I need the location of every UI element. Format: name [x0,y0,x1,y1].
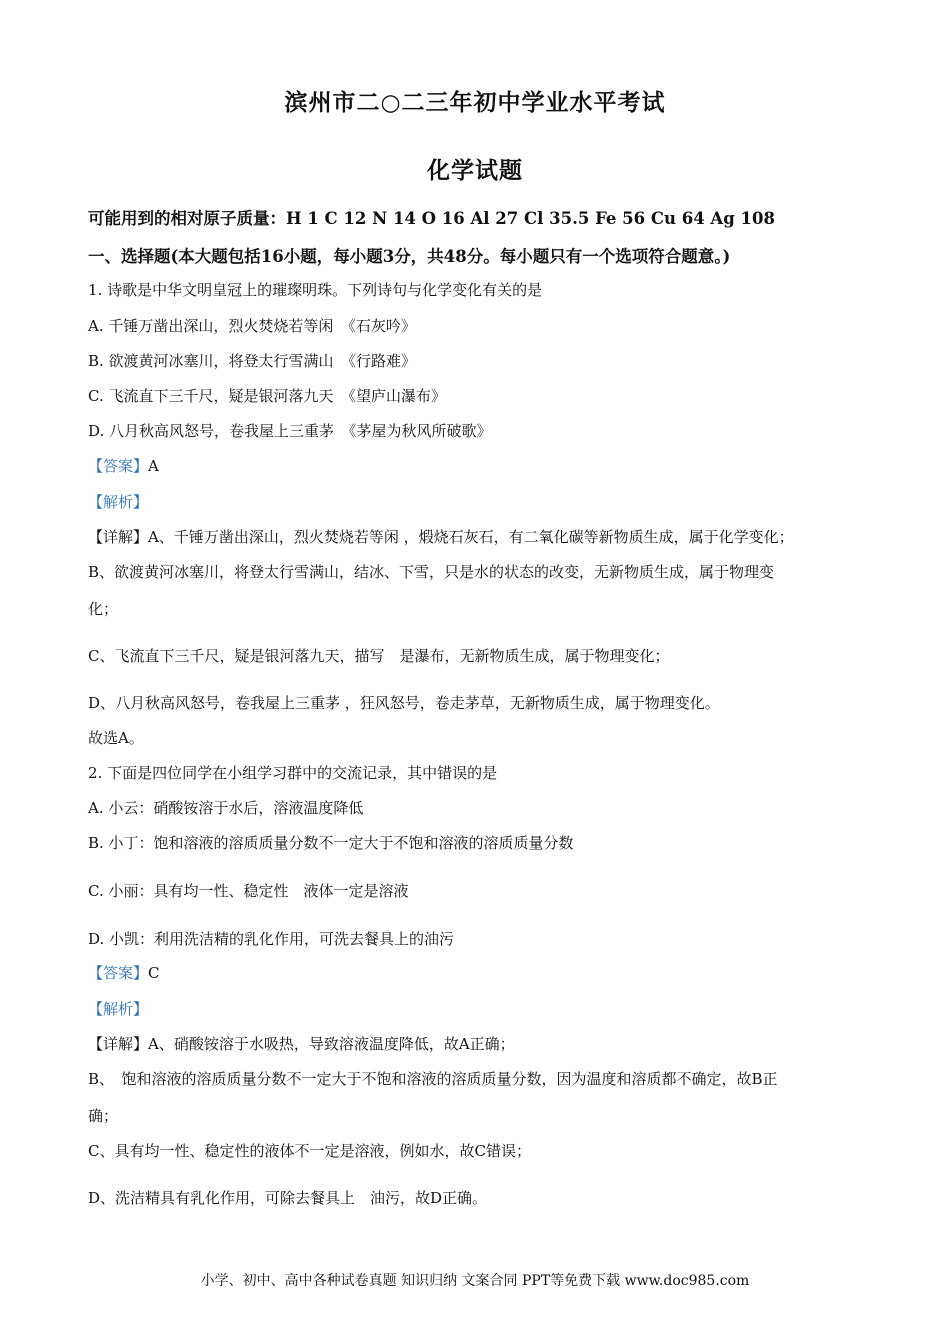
page-footer: 小学、初中、高中各种试卷真题 知识归纳 文案合同 PPT等免费下载 www.doc985.com [200,1273,750,1289]
question-1-detail [88,526,794,547]
question-2-answer [88,962,160,983]
detail-tag: 【详解】 [88,1035,149,1053]
question-2-option-b: B. 小丁：饱和溶液的溶质质量分数不一定大于不饱和溶液的溶质质量分数 [88,834,574,852]
analysis-tag: 【解析】 [88,1000,149,1018]
answer-tag: 【答案】 [88,457,149,475]
question-2-detail-line: D、洗洁精具有乳化作用，可除去餐具上 油污，故D正确。 [88,1189,488,1207]
question-1-option-d: D. 八月秋高风怒号，卷我屋上三重茅 《茅屋为秋风所破歌》 [88,422,492,440]
question-1-detail-line: B、欲渡黄河冰塞川，将登太行雪满山，结冰、下雪，只是水的状态的改变，无新物质生成，属于物理变 [88,563,775,581]
detail-text: A、千锤万凿出深山，烈火焚烧若等闲 ，煅烧石灰石，有二氧化碳等新物质生成，属于化学变化； [148,528,794,546]
detail-text: A、硝酸铵溶于水吸热，导致溶液温度降低，故A正确； [148,1035,515,1053]
question-1-analysis [88,491,148,512]
question-2-option-a: A. 小云：硝酸铵溶于水后，溶液温度降低 [88,799,364,817]
question-2-detail [88,1033,515,1054]
question-1-option-a: A. 千锤万凿出深山，烈火焚烧若等闲 《石灰吟》 [88,317,416,335]
answer-value: A [148,457,159,475]
question-1-answer [88,455,159,476]
question-1-option-b: B. 欲渡黄河冰塞川，将登太行雪满山 《行路难》 [88,352,417,370]
exam-subtitle: 化学试题 [427,157,523,184]
question-1-stem: 1. 诗歌是中华文明皇冠上的璀璨明珠。下列诗句与化学变化有关的是 [88,281,543,299]
question-2-option-d: D. 小凯：利用洗洁精的乳化作用，可洗去餐具上的油污 [88,930,455,948]
answer-value: C [148,964,160,982]
section-heading: 一、选择题(本大题包括16小题，每小题3分，共48分。每小题只有一个选项符合题意。) [88,247,731,266]
atomic-masses: 可能用到的相对原子质量：H 1 C 12 N 14 O 16 Al 27 Cl 35.5 Fe 56 Cu 64 Ag 108 [88,209,775,228]
question-2-option-c: C. 小丽：具有均一性、稳定性 液体一定是溶液 [88,882,409,900]
question-1-option-c: C. 飞流直下三千尺，疑是银河落九天 《望庐山瀑布》 [88,387,446,405]
question-2-detail-line: 确； [88,1107,119,1125]
question-1-detail-line: D、八月秋高风怒号，卷我屋上三重茅 ，狂风怒号，卷走茅草，无新物质生成，属于物理变化。 [88,694,720,712]
question-2-detail-line: B、 饱和溶液的溶质质量分数不一定大于不饱和溶液的溶质质量分数，因为温度和溶质都不确定，故B正 [88,1070,778,1088]
question-1-conclusion: 故选A。 [88,729,144,747]
analysis-tag: 【解析】 [88,493,149,511]
question-1-detail-line: C、飞流直下三千尺，疑是银河落九天，描写 是瀑布，无新物质生成，属于物理变化； [88,647,670,665]
question-2-stem: 2. 下面是四位同学在小组学习群中的交流记录，其中错误的是 [88,764,498,782]
question-1-detail-line: 化； [88,600,119,618]
question-2-analysis [88,998,148,1019]
answer-tag: 【答案】 [88,964,149,982]
exam-title: 滨州市二○二三年初中学业水平考试 [284,89,666,116]
question-2-detail-line: C、具有均一性、稳定性的液体不一定是溶液，例如水，故C错误； [88,1142,531,1160]
detail-tag: 【详解】 [88,528,149,546]
